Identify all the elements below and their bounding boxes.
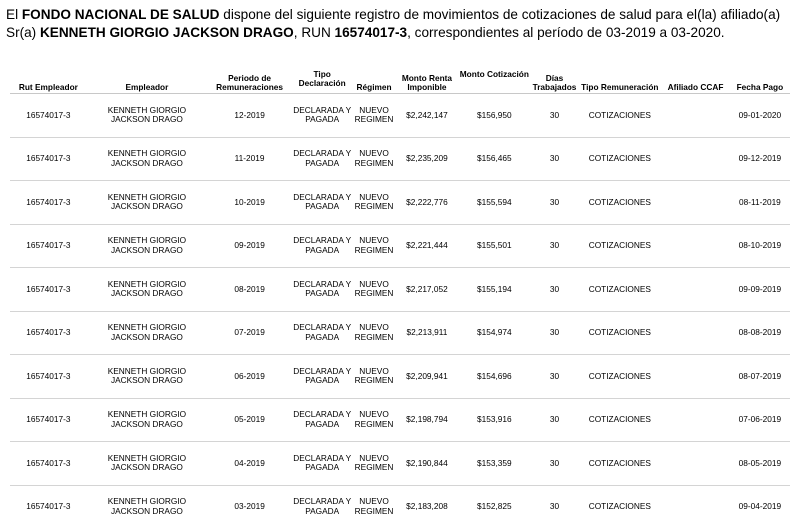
regimen-line-1: NUEVO: [359, 452, 389, 463]
cell-regimen: [352, 181, 396, 225]
cell-monto-cotizacion: $153,916: [458, 398, 531, 442]
cell-tipo-remuneracion: COTIZACIONES: [578, 94, 661, 138]
regimen-line-1: NUEVO: [359, 278, 389, 289]
tipo-declaracion-line-1: DECLARADA Y: [293, 235, 352, 246]
cell-tipo-declaracion: [292, 181, 352, 225]
organization-name: FONDO NACIONAL DE SALUD: [21, 7, 220, 22]
tipo-declaracion-line-2: PAGADA: [305, 331, 340, 342]
cell-dias-trabajados: 30: [531, 137, 579, 181]
cell-rut-empleador: 16574017-3: [10, 442, 87, 486]
cell-periodo: 04-2019: [207, 442, 292, 486]
cell-afiliado-ccaf: [661, 224, 729, 268]
table-header-row: [10, 68, 790, 94]
empleador-line-1: KENNETH GIORGIO: [107, 496, 187, 507]
regimen-line-2: REGIMEN: [354, 331, 394, 342]
empleador-line-1: KENNETH GIORGIO: [107, 235, 187, 246]
cell-fecha-pago: 09-01-2020: [730, 94, 790, 138]
cell-monto-cotizacion: $154,696: [458, 355, 531, 399]
cell-empleador: [87, 181, 207, 225]
cell-fecha-pago: 08-11-2019: [730, 181, 790, 225]
cell-monto-renta: $2,221,444: [396, 224, 458, 268]
cell-rut-empleador: 16574017-3: [10, 94, 87, 138]
cell-fecha-pago: 09-04-2019: [730, 485, 790, 528]
regimen-line-2: REGIMEN: [354, 288, 394, 299]
cell-tipo-declaracion: [292, 398, 352, 442]
empleador-line-1: KENNETH GIORGIO: [107, 278, 187, 289]
cell-tipo-remuneracion: COTIZACIONES: [578, 311, 661, 355]
tipo-declaracion-line-2: PAGADA: [305, 201, 340, 212]
cell-monto-cotizacion: $152,825: [458, 485, 531, 528]
cell-tipo-declaracion: [292, 137, 352, 181]
intro-text-3: , RUN: [293, 25, 335, 40]
cell-periodo: 05-2019: [207, 398, 292, 442]
header-regimen: Régimen: [356, 82, 392, 92]
cell-monto-cotizacion: $155,194: [458, 268, 531, 312]
cell-rut-empleador: 16574017-3: [10, 311, 87, 355]
cell-tipo-remuneracion: COTIZACIONES: [578, 398, 661, 442]
cell-regimen: [352, 94, 396, 138]
empleador-line-2: JACKSON DRAGO: [110, 244, 183, 255]
cell-empleador: [87, 137, 207, 181]
regimen-line-1: NUEVO: [359, 191, 389, 202]
cell-dias-trabajados: 30: [531, 224, 579, 268]
regimen-line-2: REGIMEN: [354, 505, 394, 516]
cell-regimen: [352, 311, 396, 355]
cell-regimen: [352, 398, 396, 442]
tipo-declaracion-line-2: PAGADA: [305, 288, 340, 299]
cell-tipo-remuneracion: COTIZACIONES: [578, 442, 661, 486]
cell-empleador: [87, 485, 207, 528]
cell-tipo-declaracion: [292, 94, 352, 138]
intro-text-1: El: [6, 7, 22, 22]
cell-tipo-declaracion: [292, 442, 352, 486]
cell-periodo: 08-2019: [207, 268, 292, 312]
empleador-line-2: JACKSON DRAGO: [110, 157, 183, 168]
cell-monto-renta: $2,183,208: [396, 485, 458, 528]
empleador-line-1: KENNETH GIORGIO: [107, 322, 187, 333]
cell-periodo: 07-2019: [207, 311, 292, 355]
tipo-declaracion-line-2: PAGADA: [305, 462, 340, 473]
regimen-line-1: NUEVO: [359, 496, 389, 507]
cell-tipo-remuneracion: COTIZACIONES: [578, 355, 661, 399]
cell-fecha-pago: 09-12-2019: [730, 137, 790, 181]
table-row: [10, 311, 790, 355]
regimen-line-1: NUEVO: [359, 322, 389, 333]
cell-monto-renta: $2,217,052: [396, 268, 458, 312]
empleador-line-2: JACKSON DRAGO: [110, 331, 183, 342]
cell-dias-trabajados: 30: [531, 268, 579, 312]
tipo-declaracion-line-1: DECLARADA Y: [293, 365, 352, 376]
cell-fecha-pago: 09-09-2019: [730, 268, 790, 312]
cell-afiliado-ccaf: [661, 94, 729, 138]
cell-empleador: [87, 311, 207, 355]
tipo-declaracion-line-2: PAGADA: [305, 114, 340, 125]
contributions-table: [10, 68, 790, 528]
cell-rut-empleador: 16574017-3: [10, 224, 87, 268]
tipo-declaracion-line-1: DECLARADA Y: [293, 104, 352, 115]
cell-dias-trabajados: 30: [531, 355, 579, 399]
cell-tipo-remuneracion: COTIZACIONES: [578, 224, 661, 268]
cell-afiliado-ccaf: [661, 181, 729, 225]
cell-periodo: 09-2019: [207, 224, 292, 268]
cell-rut-empleador: 16574017-3: [10, 355, 87, 399]
header-tipo-remuneracion: Tipo Remuneración: [581, 82, 659, 92]
header-monto-renta: Monto Renta Imponible: [401, 73, 453, 92]
regimen-line-2: REGIMEN: [354, 462, 394, 473]
cell-monto-cotizacion: $155,594: [458, 181, 531, 225]
cell-monto-renta: $2,235,209: [396, 137, 458, 181]
empleador-line-1: KENNETH GIORGIO: [107, 148, 187, 159]
cell-fecha-pago: 08-07-2019: [730, 355, 790, 399]
tipo-declaracion-line-2: PAGADA: [305, 418, 340, 429]
tipo-declaracion-line-1: DECLARADA Y: [293, 322, 352, 333]
cell-afiliado-ccaf: [661, 311, 729, 355]
cell-monto-cotizacion: $156,950: [458, 94, 531, 138]
cell-regimen: [352, 268, 396, 312]
cell-tipo-declaracion: [292, 268, 352, 312]
cell-tipo-remuneracion: COTIZACIONES: [578, 181, 661, 225]
header-monto-cotizacion: Monto Cotización: [459, 69, 529, 79]
empleador-line-1: KENNETH GIORGIO: [107, 452, 187, 463]
cell-dias-trabajados: 30: [531, 311, 579, 355]
header-tipo-declaracion: Tipo Declaración: [298, 69, 346, 88]
empleador-line-1: KENNETH GIORGIO: [107, 365, 187, 376]
cell-rut-empleador: 16574017-3: [10, 485, 87, 528]
table-row: [10, 355, 790, 399]
cell-rut-empleador: 16574017-3: [10, 181, 87, 225]
cell-empleador: [87, 398, 207, 442]
cell-monto-cotizacion: $156,465: [458, 137, 531, 181]
cell-afiliado-ccaf: [661, 268, 729, 312]
intro-paragraph: [6, 6, 791, 42]
intro-text-2: dispone del siguiente registro de movimientos de cotizaciones de salud para el(la) afiliado(a) Sr(a): [6, 7, 781, 40]
header-afiliado-ccaf: Afiliado CCAF: [667, 82, 724, 92]
tipo-declaracion-line-1: DECLARADA Y: [293, 148, 352, 159]
cell-regimen: [352, 224, 396, 268]
table-row: [10, 94, 790, 138]
table-row: [10, 224, 790, 268]
cell-fecha-pago: 08-05-2019: [730, 442, 790, 486]
empleador-line-2: JACKSON DRAGO: [110, 114, 183, 125]
cell-monto-renta: $2,242,147: [396, 94, 458, 138]
tipo-declaracion-line-1: DECLARADA Y: [293, 496, 352, 507]
table-row: [10, 442, 790, 486]
cell-monto-renta: $2,190,844: [396, 442, 458, 486]
cell-dias-trabajados: 30: [531, 94, 579, 138]
cell-regimen: [352, 485, 396, 528]
cell-tipo-declaracion: [292, 311, 352, 355]
cell-periodo: 12-2019: [207, 94, 292, 138]
cell-periodo: 11-2019: [207, 137, 292, 181]
empleador-line-2: JACKSON DRAGO: [110, 505, 183, 516]
cell-monto-renta: $2,222,776: [396, 181, 458, 225]
cell-empleador: [87, 94, 207, 138]
affiliate-run: 16574017-3: [334, 25, 408, 40]
regimen-line-2: REGIMEN: [354, 114, 394, 125]
empleador-line-1: KENNETH GIORGIO: [107, 191, 187, 202]
cell-dias-trabajados: 30: [531, 442, 579, 486]
cell-periodo: 03-2019: [207, 485, 292, 528]
table-row: [10, 137, 790, 181]
cell-empleador: [87, 268, 207, 312]
table-row: [10, 181, 790, 225]
header-fecha-pago: Fecha Pago: [736, 82, 784, 92]
cell-tipo-declaracion: [292, 224, 352, 268]
cell-rut-empleador: 16574017-3: [10, 268, 87, 312]
cell-dias-trabajados: 30: [531, 485, 579, 528]
cell-periodo: 06-2019: [207, 355, 292, 399]
regimen-line-2: REGIMEN: [354, 244, 394, 255]
cell-tipo-declaracion: [292, 485, 352, 528]
regimen-line-2: REGIMEN: [354, 418, 394, 429]
table-row: [10, 268, 790, 312]
cell-tipo-remuneracion: COTIZACIONES: [578, 268, 661, 312]
cell-afiliado-ccaf: [661, 137, 729, 181]
intro-text-4: , correspondientes al período de 03-2019 a 03-2020.: [407, 25, 725, 40]
cell-monto-cotizacion: $154,974: [458, 311, 531, 355]
cell-fecha-pago: 07-06-2019: [730, 398, 790, 442]
cell-monto-cotizacion: $153,359: [458, 442, 531, 486]
regimen-line-1: NUEVO: [359, 148, 389, 159]
cell-regimen: [352, 137, 396, 181]
regimen-line-1: NUEVO: [359, 104, 389, 115]
empleador-line-2: JACKSON DRAGO: [110, 288, 183, 299]
cell-afiliado-ccaf: [661, 398, 729, 442]
table-row: [10, 398, 790, 442]
cell-monto-renta: $2,213,911: [396, 311, 458, 355]
cell-regimen: [352, 355, 396, 399]
regimen-line-2: REGIMEN: [354, 375, 394, 386]
regimen-line-2: REGIMEN: [354, 201, 394, 212]
header-periodo: Periodo de Remuneraciones: [216, 73, 284, 92]
cell-monto-cotizacion: $155,501: [458, 224, 531, 268]
cell-afiliado-ccaf: [661, 355, 729, 399]
cell-dias-trabajados: 30: [531, 398, 579, 442]
cell-rut-empleador: 16574017-3: [10, 137, 87, 181]
cell-empleador: [87, 224, 207, 268]
cell-monto-renta: $2,198,794: [396, 398, 458, 442]
empleador-line-1: KENNETH GIORGIO: [107, 409, 187, 420]
header-dias-trabajados: Días Trabajados: [532, 73, 577, 92]
empleador-line-2: JACKSON DRAGO: [110, 418, 183, 429]
cell-tipo-remuneracion: COTIZACIONES: [578, 137, 661, 181]
cell-afiliado-ccaf: [661, 485, 729, 528]
tipo-declaracion-line-2: PAGADA: [305, 157, 340, 168]
empleador-line-1: KENNETH GIORGIO: [107, 104, 187, 115]
cell-tipo-remuneracion: COTIZACIONES: [578, 485, 661, 528]
tipo-declaracion-line-2: PAGADA: [305, 375, 340, 386]
tipo-declaracion-line-2: PAGADA: [305, 505, 340, 516]
affiliate-name: KENNETH GIORGIO JACKSON DRAGO: [39, 25, 294, 40]
cell-rut-empleador: 16574017-3: [10, 398, 87, 442]
table-row: [10, 485, 790, 528]
cell-empleador: [87, 355, 207, 399]
tipo-declaracion-line-1: DECLARADA Y: [293, 278, 352, 289]
cell-regimen: [352, 442, 396, 486]
cell-tipo-declaracion: [292, 355, 352, 399]
header-rut-empleador: Rut Empleador: [18, 82, 78, 92]
tipo-declaracion-line-1: DECLARADA Y: [293, 409, 352, 420]
header-empleador: Empleador: [125, 82, 169, 92]
cell-fecha-pago: 08-08-2019: [730, 311, 790, 355]
empleador-line-2: JACKSON DRAGO: [110, 462, 183, 473]
cell-afiliado-ccaf: [661, 442, 729, 486]
tipo-declaracion-line-1: DECLARADA Y: [293, 191, 352, 202]
regimen-line-1: NUEVO: [359, 409, 389, 420]
cell-empleador: [87, 442, 207, 486]
empleador-line-2: JACKSON DRAGO: [110, 375, 183, 386]
cell-fecha-pago: 08-10-2019: [730, 224, 790, 268]
tipo-declaracion-line-1: DECLARADA Y: [293, 452, 352, 463]
empleador-line-2: JACKSON DRAGO: [110, 201, 183, 212]
cell-monto-renta: $2,209,941: [396, 355, 458, 399]
tipo-declaracion-line-2: PAGADA: [305, 244, 340, 255]
regimen-line-1: NUEVO: [359, 235, 389, 246]
cell-dias-trabajados: 30: [531, 181, 579, 225]
cell-periodo: 10-2019: [207, 181, 292, 225]
regimen-line-2: REGIMEN: [354, 157, 394, 168]
regimen-line-1: NUEVO: [359, 365, 389, 376]
